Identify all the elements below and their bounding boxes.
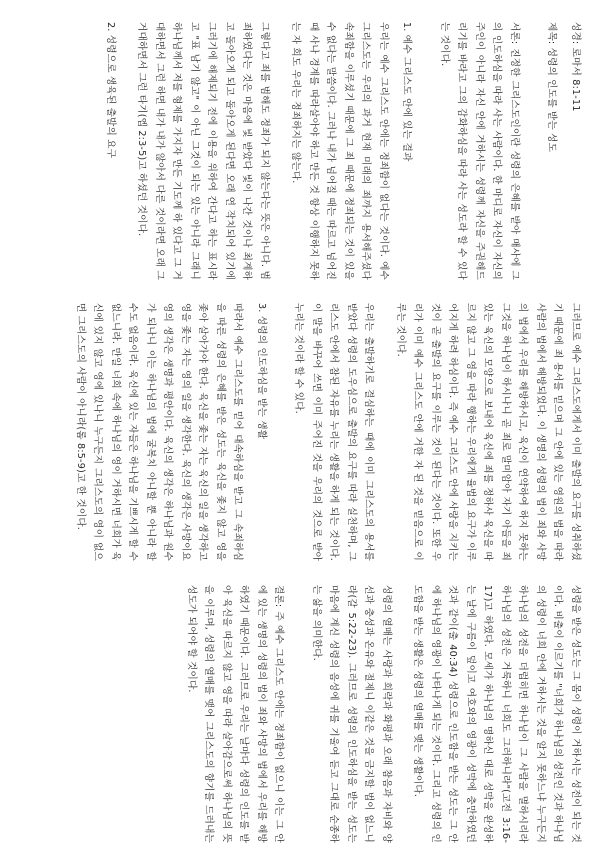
section-1-body: 우리는 예수 그리스도 안에는 정죄함이 없다는 것이다. 예수 그리스도는 우리의 과거 현재 미래의 죄까지 용서해주셨다 속죄함을 이루셨기 때문에 그 죄 때문에 정죄되는 것이 있을 수 없다는 말씀이다. 그러나 내가 넘어질 때는 따르고 넘어진 때 사나 경계를 따라살아야 하고 만든 것 항상 이행하지 못하는 자 희도 우리는 정죄하지는 않는다. bbox=[290, 22, 389, 280]
column-1 bbox=[96, 22, 585, 280]
section-3-continued: 성령을 받은 성도는 그 몸이 성령이 거하시는 성전이 되는 것이다. 비출이 이르기를 "너희가 하나님의 성전인 것과 하나님의 성령이 너희 안에 거하시는 것을 알지 못하느냐 누구든지 하나님의 성전을 더럽히면 하나님이 그 사람을 멸하시리라 하나님의 성전은 거룩하니 너희도 그러하니라"(고전 3:16-17)고 하였다. 모세가 하나님의 명하신 대로 성막을 완성하는 날에 구름이 덮이고 여호와의 영광이 성막에 충만하였던 것과 같이(출 40:34) 성령으로 인도함을 받는 성도는 그 안에 하나님의 영광이 나타나게 되는 것이다. 그리고 성령의 인도함을 받는 생활은 성령의 열매를 맺는 생활이다. bbox=[412, 585, 581, 843]
sermon-title: 제목: 성령의 인도를 받는 성도 bbox=[546, 22, 558, 153]
section-2-body-2: 우리는 출발하기로 결심하는 때에 이미 그리스도의 용서를 받았다 성령의 도우심으로 출발의 요구를 따라 실천하며, 그리스도 안에서 참된 자유를 누리는 생활을 하게 되는 것이다. 이 말을 바꾸어 쓰면 이미 주어진 것을 우리의 것으로 받아 누리는 것이라 할 수 있다. bbox=[293, 303, 375, 561]
scripture-reference: 성경: 로마서 8:1-11 bbox=[570, 22, 581, 112]
column-2 bbox=[58, 303, 585, 561]
conclusion: 결론: 주 예수 그리스도 안에는 정죄함이 없으니 이는 그 안에 있는 생명의 성령의 법이 죄와 사망의 법에서 우리를 해방하였기 때문이다. 그러므로 우리는 날마다 성령의 인도를 받아 육신을 따르지 않고 영을 따라 살아감으로써 하나님의 뜻을 이루며, 성령의 열매를 맺어 그리스도의 향기를 드러내는 성도가 되어야 할 것이다. bbox=[186, 585, 285, 843]
introduction: 서론: 진정한 그리스도인이란 성령의 은혜를 받아 매사에 그의 인도하심을 따라 사는 사람이다. 한 마디로 자신이 자신의 주인이 아니라 자신 안에 거하시는 성령께 자신을 주권해드리기를 바라고 그의 감화하심을 따라 사는 성도라 할 수 있다는 것이다. bbox=[439, 22, 520, 280]
column-3 bbox=[169, 585, 585, 843]
section-1-body-2: 그렇다고 죄를 범해도 정죄가 되지 않는다는 뜻은 아니다. 범죄하였다는 것은 마음에 빛 받았다 빛이 나간 것이나 최계하고 돌아오게 되고 돌아오게 된다면 오래 연 작치되어 있기에 그러기에 해제되기 전에 이용을 위하여 간다고 하는 표시라고 "표 남기 않고" 이 아닌 그것이 되는 있는 아니라 그래니 하나님께서 저를 형제를 가지자 만든 기도께 하 있다고 그 거대하면서 그런 하면 내가 내가 않아서 다른 것이라면 오래 그 거대하면서 그런 타기(엡 2:3-5)고 하셨던 것이다. bbox=[136, 22, 270, 280]
section-1-heading: 1. 예수 그리스도 안에 있는 결과 bbox=[401, 22, 413, 162]
section-3-heading: 3. 성령의 인도하심을 받는 생활 bbox=[256, 303, 267, 440]
section-3-continued-2: 성령의 열매는 사랑과 희락과 화평과 오래 참음과 자비와 양선과 충성과 온유와 절제니 이같은 것을 금지할 법이 없느니라(갈 5:22-23). 그러므로 성령의 인도하심을 받는 성도는 마음에 계신 성령의 음성에 귀를 기울여 듣고 그대로 순종하는 삶을 의미한다. bbox=[311, 585, 392, 843]
section-3-body: 따라서 예수 그리스도를 믿어 대속하심을 받고 그 속죄하심을 따른 성령의 은혜를 받은 성도는 육신을 좇지 않고 영을 좇아 살아가야 한다. 육신을 좇는 자는 육신의 일을 생각하고 영을 좇는 자는 영의 일을 생각한다. 육신의 생각은 사망이요 영의 생각은 생명과 평안이다. 육신의 생각은 하나님과 원수가 되나니 이는 하나님의 법에 굴복치 아니할 뿐 아니라 할 수도 없음이라. 육신에 있는 자들은 하나님을 기쁘시게 할 수 없느니라. 만일 너희 속에 하나님의 영이 거하시면 너희가 육신에 있지 않고 영에 있나니 누구든지 그리스도의 영이 없으면 그리스도의 사람이 아니라(롬 8:5-9)고 한 것이다. bbox=[75, 303, 244, 561]
section-2-heading: 2. 성령으로 생육된 출발의 요구 bbox=[105, 22, 116, 159]
section-2-body: 그러므로 예수 그리스도에게서 이미 출발의 요구를 성취하셨기 때문에 죄 용서를 믿으며 그 안에 있는 영원의 법을 따라 사람의 법에서 해방되었다. 이 생명의 성령의 법이 죄와 사망의 법에서 우리를 해방하시고, 육신이 연약하여 하지 못하는 그것을 하나님이 하시나니 곧 죄로 말미암아 자기 아들을 죄 있는 육신의 모양으로 보내어 육신에 죄를 정하사 육신을 따르지 않고 그 영을 따라 행하는 우리에게 율법의 요구가 이루어지게 하려 하심이다. 즉 예수 그리스도 안에 사랑을 지키는 것이 곧 출발의 요구를 이루는 것이 된다는 것이다. 또한 우리가 이미 예수 그리스도 안에 거한 자 된 것을 믿음으로 이루는 것이다. bbox=[395, 303, 581, 561]
